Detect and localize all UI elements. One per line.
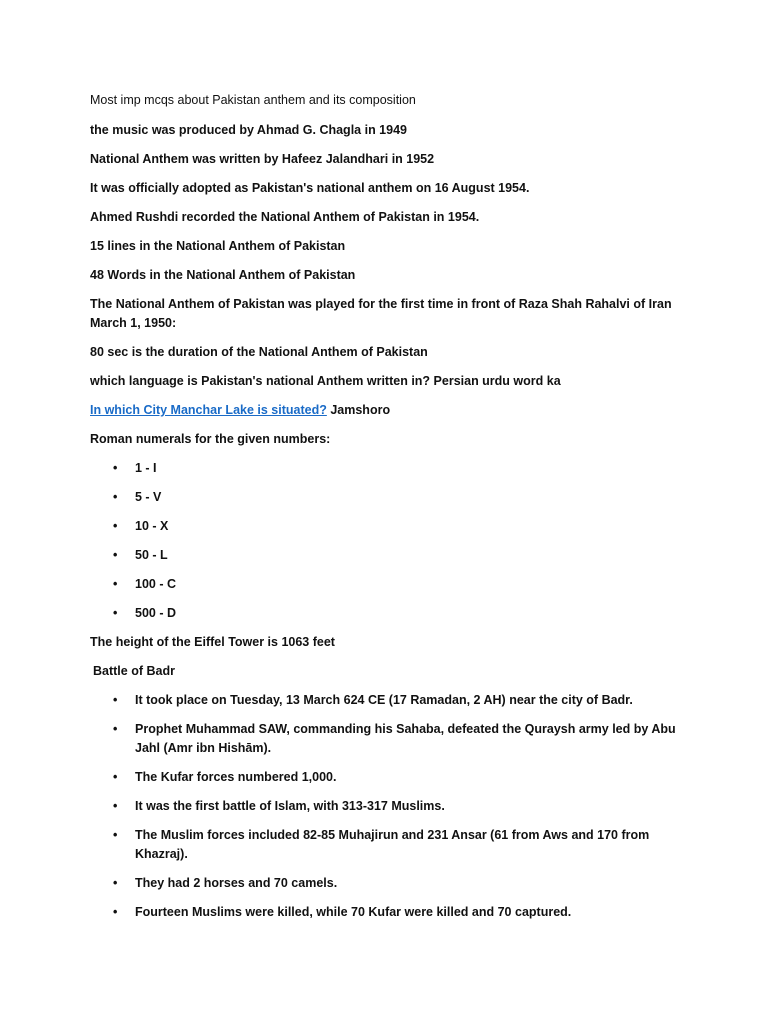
list-item-text: 5 - V <box>135 490 162 504</box>
list-item <box>90 517 690 536</box>
list-item-text: 1 - I <box>135 461 157 475</box>
list-item <box>90 459 690 478</box>
list-item <box>90 575 690 594</box>
bullet-icon: • <box>113 828 118 842</box>
manchar-lake-link[interactable]: In which City Manchar Lake is situated? <box>90 403 327 417</box>
list-item-text: 50 - L <box>135 548 168 562</box>
list-item-text: The Kufar forces numbered 1,000. <box>135 770 337 784</box>
list-item-text: 100 - C <box>135 577 176 591</box>
fact-recorded: Ahmed Rushdi recorded the National Anthem of Pakistan in 1954. <box>90 210 480 224</box>
list-item-text: 10 - X <box>135 519 169 533</box>
list-item-text: It was the first battle of Islam, with 313-317 Muslims. <box>135 799 445 813</box>
list-item <box>90 720 690 758</box>
list-item-text: Fourteen Muslims were killed, while 70 Kufar were killed and 70 captured. <box>135 905 572 919</box>
bullet-icon: • <box>113 722 118 736</box>
list-item <box>90 691 690 710</box>
bullet-icon: • <box>113 606 118 620</box>
fact-first-played: The National Anthem of Pakistan was played for the first time in front of Raza Shah Rahalvi of Iran March 1, 1950: <box>90 297 672 330</box>
list-item <box>90 903 690 922</box>
bullet-icon: • <box>113 905 118 919</box>
list-item <box>90 768 690 787</box>
list-item <box>90 488 690 507</box>
bullet-icon: • <box>113 461 118 475</box>
fact-writer: National Anthem was written by Hafeez Jalandhari in 1952 <box>90 152 435 166</box>
fact-language: which language is Pakistan's national Anthem written in? Persian urdu word ka <box>90 374 561 388</box>
fact-words: 48 Words in the National Anthem of Pakistan <box>90 268 356 282</box>
list-item <box>90 546 690 565</box>
list-item <box>90 826 690 864</box>
fact-lines: 15 lines in the National Anthem of Pakistan <box>90 239 346 253</box>
badr-list <box>90 691 690 922</box>
list-item <box>90 797 690 816</box>
bullet-icon: • <box>113 577 118 591</box>
roman-list <box>90 459 690 623</box>
bullet-icon: • <box>113 799 118 813</box>
roman-heading: Roman numerals for the given numbers: <box>90 432 331 446</box>
fact-duration: 80 sec is the duration of the National Anthem of Pakistan <box>90 345 428 359</box>
manchar-question <box>90 401 690 420</box>
fact-adopted: It was officially adopted as Pakistan's national anthem on 16 August 1954. <box>90 181 530 195</box>
list-item-text: The Muslim forces included 82-85 Muhajirun and 231 Ansar (61 from Aws and 170 from Khazraj). <box>135 828 650 861</box>
bullet-icon: • <box>113 548 118 562</box>
list-item <box>90 874 690 893</box>
bullet-icon: • <box>113 519 118 533</box>
bullet-icon: • <box>113 693 118 707</box>
document-page <box>90 91 690 932</box>
list-item-text: It took place on Tuesday, 13 March 624 CE (17 Ramadan, 2 AH) near the city of Badr. <box>135 693 633 707</box>
list-item-text: They had 2 horses and 70 camels. <box>135 876 338 890</box>
list-item-text: Prophet Muhammad SAW, commanding his Sahaba, defeated the Quraysh army led by Abu Jahl (Amr ibn Hishām). <box>135 722 676 755</box>
bullet-icon: • <box>113 490 118 504</box>
document-title: Most imp mcqs about Pakistan anthem and its composition <box>90 93 416 107</box>
badr-heading: Battle of Badr <box>93 664 175 678</box>
manchar-answer: Jamshoro <box>326 403 391 417</box>
bullet-icon: • <box>113 770 118 784</box>
list-item-text: 500 - D <box>135 606 176 620</box>
fact-music: the music was produced by Ahmad G. Chagla in 1949 <box>90 123 407 137</box>
fact-eiffel: The height of the Eiffel Tower is 1063 feet <box>90 635 335 649</box>
bullet-icon: • <box>113 876 118 890</box>
list-item <box>90 604 690 623</box>
